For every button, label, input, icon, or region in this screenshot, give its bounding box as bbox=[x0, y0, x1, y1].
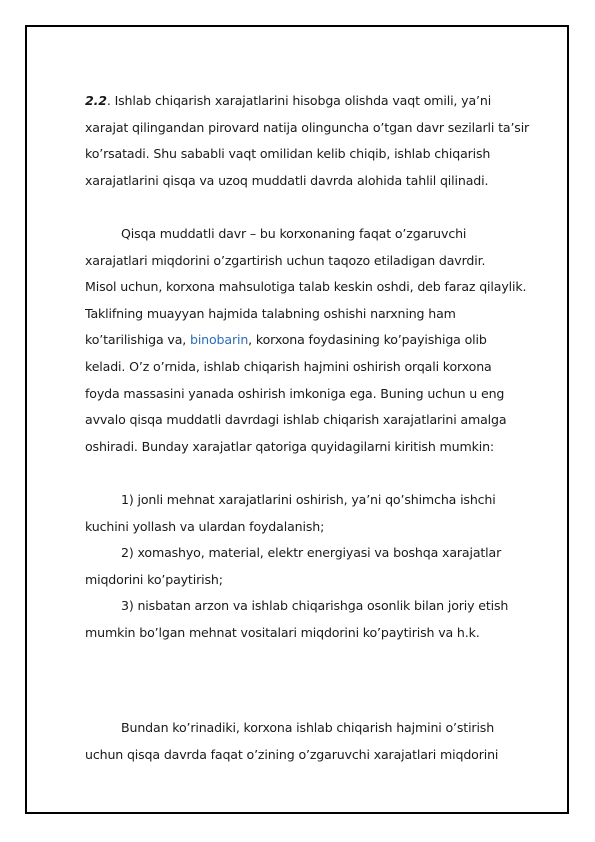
paragraph-3-line-2: uchun qisqa davrda faqat o’zining o’zgaruvchi xarajatlari miqdorini bbox=[85, 746, 499, 762]
list-item-1-line-2: kuchini yollash va ulardan foydalanish; bbox=[85, 518, 325, 534]
section-number: 2.2 bbox=[85, 93, 107, 108]
spacer bbox=[85, 646, 555, 688]
spacer bbox=[85, 460, 555, 487]
binobarin-link[interactable]: binobarin bbox=[189, 332, 249, 348]
paragraph-2-line-2: xarajatlari miqdorini o’zgartirish uchun taqozo etiladigan davrdir. bbox=[85, 252, 486, 268]
paragraph-1-line-1: 2.2. Ishlab chiqarish xarajatlarini hisobga olishda vaqt omili, ya’ni bbox=[85, 93, 492, 108]
paragraph-2-line-9: oshiradi. Bunday xarajatlar qatoriga quyidagilarni kiritish mumkin: bbox=[85, 438, 494, 454]
paragraph-1-line-2: xarajat qilingandan pirovard natija olinguncha o’tgan davr sezilarli ta’sir bbox=[85, 119, 530, 135]
list-item-2-line-2: miqdorini ko’paytirish; bbox=[85, 571, 223, 587]
paragraph-2-line-1: Qisqa muddatli davr – bu korxonaning faqat o’zgaruvchi bbox=[121, 225, 467, 241]
list-item-3-line-1: 3) nisbatan arzon va ishlab chiqarishga osonlik bilan joriy etish bbox=[121, 598, 509, 614]
paragraph-1-line-4: xarajatlarini qisqa va uzoq muddatli davrda alohida tahlil qilinadi. bbox=[85, 172, 489, 188]
paragraph-2-line-8: avvalo qisqa muddatli davrdagi ishlab chiqarish xarajatlarini amalga bbox=[85, 412, 507, 428]
paragraph-2-line-6: keladi. O’z o’rnida, ishlab chiqarish hajmini oshirish orqali korxona bbox=[85, 358, 492, 374]
list-item-2-line-1: 2) xomashyo, material, elektr energiyasi va boshqa xarajatlar bbox=[121, 545, 502, 561]
spacer bbox=[85, 194, 555, 221]
list-item-1-line-1: 1) jonli mehnat xarajatlarini oshirish, ya’ni qo’shimcha ishchi bbox=[121, 491, 496, 507]
paragraph-2-line-5: ko’tarilishiga va, binobarin, korxona foydasining ko’payishiga olib bbox=[85, 332, 487, 348]
paragraph-3-line-1: Bundan ko’rinadiki, korxona ishlab chiqarish hajmini o’stirish bbox=[121, 720, 495, 736]
paragraph-1-line-3: ko’rsatadi. Shu sababli vaqt omilidan kelib chiqib, ishlab chiqarish bbox=[85, 146, 491, 162]
paragraph-2-line-4: Taklifning muayyan hajmida talabning oshishi narxning ham bbox=[85, 305, 456, 321]
spacer bbox=[85, 688, 555, 715]
list-item-3-line-2: mumkin bo’lgan mehnat vositalari miqdorini ko’paytirish va h.k. bbox=[85, 624, 480, 640]
paragraph-2-line-7: foyda massasini yanada oshirish imkoniga ega. Buning uchun u eng bbox=[85, 385, 505, 401]
document-body bbox=[85, 88, 555, 768]
paragraph-2-line-3: Misol uchun, korxona mahsulotiga talab keskin oshdi, deb faraz qilaylik. bbox=[85, 279, 527, 295]
